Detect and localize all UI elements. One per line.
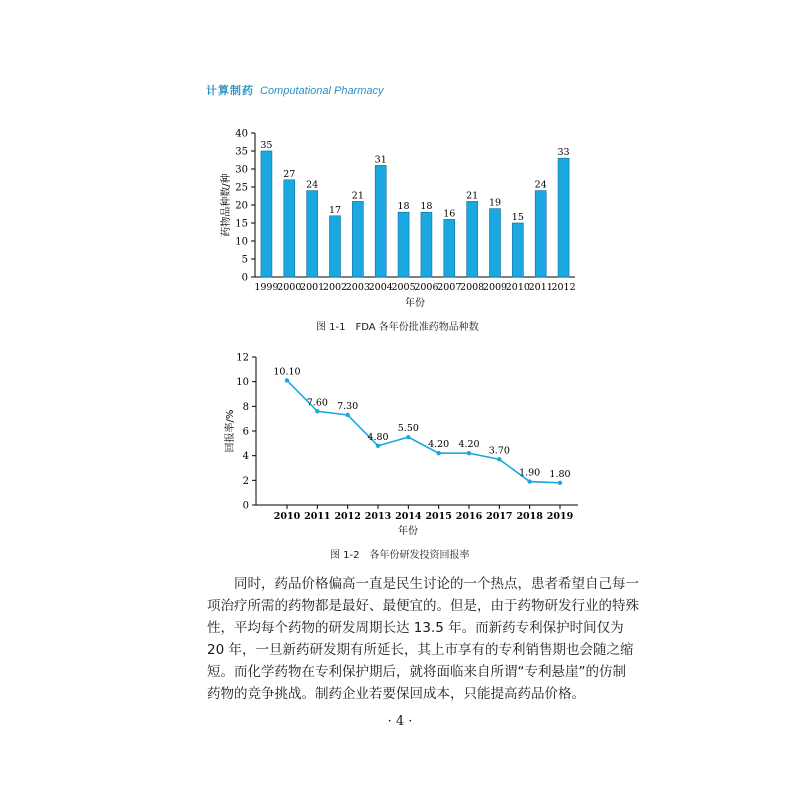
- point-value-label: 1.80: [549, 468, 571, 480]
- x-tick-label: 2009: [482, 282, 508, 293]
- bar: [558, 158, 569, 277]
- bar-value-label: 27: [283, 168, 296, 180]
- y-tick-label: 25: [235, 182, 248, 194]
- x-tick-label: 2011: [528, 282, 553, 293]
- point-value-label: 10.10: [273, 366, 301, 378]
- x-tick-label: 2003: [345, 282, 370, 293]
- bar: [375, 165, 386, 277]
- x-tick-label: 2013: [364, 511, 392, 522]
- data-point: [558, 481, 562, 485]
- bar: [330, 216, 341, 277]
- bar: [444, 219, 455, 277]
- x-tick-label: 2004: [368, 282, 393, 293]
- x-axis-label: 年份: [398, 526, 418, 537]
- bar-value-label: 21: [466, 190, 479, 202]
- y-tick-label: 5: [241, 254, 248, 266]
- data-point: [315, 409, 319, 413]
- x-tick-label: 2019: [546, 511, 574, 522]
- data-point: [527, 479, 531, 483]
- bar-value-label: 33: [557, 147, 570, 159]
- bar: [307, 191, 318, 277]
- bar: [467, 201, 478, 277]
- x-tick-label: 2010: [505, 282, 530, 293]
- y-tick-label: 15: [235, 218, 248, 230]
- bar-value-label: 24: [306, 179, 319, 191]
- data-point: [497, 457, 501, 461]
- y-tick-label: 35: [235, 146, 248, 158]
- paragraph-line: 项治疗所需的药物都是最好、最便宜的。但是，由于药物研发行业的特殊: [207, 598, 639, 614]
- header-title-cn: 计算制药: [206, 84, 254, 97]
- y-tick-label: 12: [236, 352, 249, 364]
- paragraph-line: 短。而化学药物在专利保护期后，就将面临来自所谓“专利悬崖”的仿制: [207, 664, 626, 680]
- bar-value-label: 15: [511, 212, 524, 223]
- point-value-label: 1.90: [519, 467, 541, 479]
- header-title-en: Computational Pharmacy: [260, 85, 384, 97]
- x-tick-label: 2011: [304, 511, 331, 522]
- y-tick-label: 0: [242, 500, 249, 512]
- page-number: · 4 ·: [387, 714, 413, 729]
- point-value-label: 3.70: [488, 445, 510, 457]
- bar: [512, 223, 523, 277]
- y-tick-label: 10: [235, 236, 248, 248]
- bar-value-label: 18: [397, 201, 410, 213]
- bar-value-label: 18: [420, 201, 433, 213]
- x-tick-label: 2010: [273, 511, 301, 522]
- line-chart-roi: [223, 353, 578, 538]
- bar: [352, 201, 363, 277]
- data-point: [345, 413, 349, 417]
- bar: [284, 180, 295, 277]
- x-axis-label: 年份: [405, 298, 425, 309]
- x-tick-label: 2016: [455, 511, 483, 522]
- x-tick-label: 2005: [391, 282, 416, 293]
- x-tick-label: 2008: [460, 282, 485, 293]
- y-tick-label: 30: [235, 164, 248, 176]
- bar-value-label: 17: [328, 204, 342, 216]
- point-value-label: 4.80: [367, 431, 389, 443]
- x-tick-label: 2018: [516, 511, 543, 522]
- y-tick-label: 0: [241, 272, 248, 284]
- bar-value-label: 19: [488, 197, 502, 209]
- data-point: [406, 435, 410, 439]
- point-value-label: 7.60: [306, 397, 328, 409]
- bar-value-label: 31: [374, 154, 387, 166]
- x-tick-label: 2007: [437, 282, 462, 293]
- bar-value-label: 21: [351, 190, 364, 202]
- x-tick-label: 2017: [486, 511, 513, 522]
- bar: [261, 151, 272, 277]
- paragraph-line: 同时，药品价格偏高一直是民生讨论的一个热点，患者希望自己每一: [234, 576, 639, 592]
- x-tick-label: 2012: [551, 282, 576, 293]
- bar: [421, 212, 432, 277]
- figure-1-2-caption: 图 1-2 各年份研发投资回报率: [330, 550, 470, 561]
- bar: [398, 212, 409, 277]
- paragraph-line: 20 年，一旦新药研发期有所延长，其上市享有的专利销售期也会随之缩: [207, 642, 634, 658]
- data-point: [467, 451, 471, 455]
- x-tick-label: 2000: [277, 282, 302, 293]
- bar: [535, 191, 546, 277]
- x-tick-label: 2001: [300, 282, 325, 293]
- point-value-label: 7.30: [337, 400, 359, 412]
- body-paragraph: [207, 573, 639, 705]
- paragraph-line: 药物的竞争挑战。制药企业若要保回成本，只能提高药品价格。: [207, 686, 585, 702]
- point-value-label: 4.20: [458, 439, 480, 451]
- bar-value-label: 24: [534, 179, 547, 191]
- paragraph-line: 性，平均每个药物的研发周期长达 13.5 年。而新药专利保护时间仅为: [207, 620, 624, 636]
- data-point: [376, 444, 380, 448]
- point-value-label: 4.20: [428, 439, 450, 451]
- data-point: [285, 378, 289, 382]
- figure-1-1-caption: 图 1-1 FDA 各年份批准药物品种数: [316, 322, 479, 333]
- x-tick-label: 1999: [254, 282, 279, 293]
- x-tick-label: 2002: [322, 282, 348, 293]
- y-tick-label: 8: [242, 401, 249, 413]
- y-tick-label: 6: [242, 426, 249, 438]
- bar: [490, 209, 501, 277]
- x-tick-label: 2012: [334, 511, 361, 522]
- bar-chart-fda-approvals: [219, 129, 576, 310]
- y-axis-label: 回报率/%: [225, 409, 236, 453]
- x-tick-label: 2015: [425, 511, 452, 522]
- y-tick-label: 4: [242, 451, 249, 463]
- data-point: [436, 451, 440, 455]
- y-tick-label: 2: [242, 475, 249, 487]
- y-tick-label: 40: [235, 128, 248, 140]
- x-tick-label: 2006: [414, 282, 439, 293]
- y-axis-label: 药物品种数/种: [221, 173, 232, 237]
- y-tick-label: 20: [235, 200, 248, 212]
- bar-value-label: 16: [443, 208, 456, 220]
- point-value-label: 5.50: [397, 423, 419, 435]
- bar-value-label: 35: [260, 140, 273, 151]
- x-tick-label: 2014: [395, 511, 422, 522]
- y-tick-label: 10: [236, 377, 249, 389]
